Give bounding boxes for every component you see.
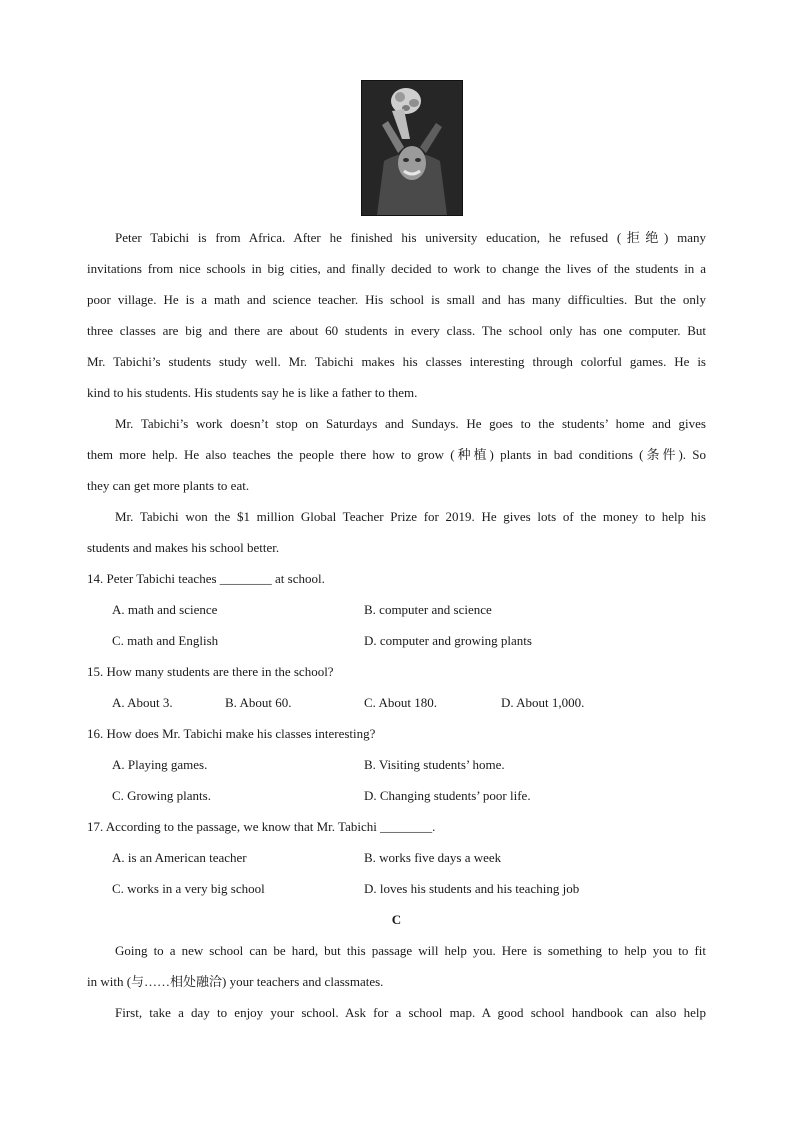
passage-line: they can get more plants to eat.: [87, 478, 250, 493]
passage-line: them more help. He also teaches the people there how to grow (种植) plants in bad conditions (条件). So: [87, 447, 706, 462]
option-d[interactable]: D. About 1,000.: [501, 695, 585, 710]
question-15: [87, 656, 706, 718]
passage-line: kind to his students. His students say he is like a father to them.: [87, 385, 418, 400]
option-c[interactable]: C. About 180.: [364, 695, 437, 710]
option-b[interactable]: B. About 60.: [225, 695, 292, 710]
passage-line: Mr. Tabichi’s work doesn’t stop on Saturdays and Sundays. He goes to the students’ home and gives: [115, 416, 706, 431]
option-row: [87, 780, 706, 811]
passage-line: Mr. Tabichi won the $1 million Global Teacher Prize for 2019. He gives lots of the money to help his: [115, 509, 706, 524]
section-heading: C: [391, 912, 402, 927]
question-stem: 16. How does Mr. Tabichi make his classes interesting?: [87, 726, 376, 741]
passage-line: in with (与……相处融洽) your teachers and classmates.: [87, 974, 384, 989]
question-14: [87, 563, 706, 656]
passage-paragraph-3: [87, 501, 706, 563]
main-content: [87, 222, 706, 1028]
passage-line: Peter Tabichi is from Africa. After he finished his university education, he refused (拒绝) many: [115, 230, 706, 245]
passage-line: three classes are big and there are about 60 students in every class. The school only has one computer. But: [87, 323, 706, 338]
teacher-photo: [361, 80, 463, 216]
teacher-photo-image: [362, 81, 462, 215]
question-stem: 17. According to the passage, we know that Mr. Tabichi ________.: [87, 819, 436, 834]
passage-line: Going to a new school can be hard, but this passage will help you. Here is something to help you to fit: [115, 943, 706, 958]
option-row: [87, 625, 706, 656]
option-d[interactable]: D. Changing students’ poor life.: [364, 788, 531, 803]
passage-line: students and makes his school better.: [87, 540, 280, 555]
option-a[interactable]: A. is an American teacher: [112, 850, 247, 865]
question-17: [87, 811, 706, 904]
passage-paragraph-1: [87, 222, 706, 408]
option-row: [87, 594, 706, 625]
option-row: [87, 842, 706, 873]
option-c[interactable]: C. Growing plants.: [112, 788, 211, 803]
passage-line: invitations from nice schools in big cities, and finally decided to work to change the lives of the students in a: [87, 261, 706, 276]
passage-line: Mr. Tabichi’s students study well. Mr. Tabichi makes his classes interesting through colorful games. He is: [87, 354, 706, 369]
passage-line: First, take a day to enjoy your school. Ask for a school map. A good school handbook can also help: [115, 1005, 706, 1020]
option-row: [87, 873, 706, 904]
option-d[interactable]: D. loves his students and his teaching job: [364, 881, 580, 896]
question-stem: 15. How many students are there in the school?: [87, 664, 334, 679]
option-b[interactable]: B. Visiting students’ home.: [364, 757, 505, 772]
option-b[interactable]: B. computer and science: [364, 602, 492, 617]
option-a[interactable]: A. Playing games.: [112, 757, 208, 772]
passage-paragraph-2: [87, 408, 706, 501]
option-a[interactable]: A. math and science: [112, 602, 218, 617]
question-stem: 14. Peter Tabichi teaches ________ at school.: [87, 571, 325, 586]
section-c-paragraph-1: [87, 935, 706, 997]
option-row: [87, 687, 706, 718]
option-row: [87, 749, 706, 780]
passage-line: poor village. He is a math and science teacher. His school is small and has many difficulties. But the only: [87, 292, 706, 307]
option-a[interactable]: A. About 3.: [112, 695, 173, 710]
option-c[interactable]: C. math and English: [112, 633, 219, 648]
option-b[interactable]: B. works five days a week: [364, 850, 502, 865]
option-c[interactable]: C. works in a very big school: [112, 881, 265, 896]
question-16: [87, 718, 706, 811]
option-d[interactable]: D. computer and growing plants: [364, 633, 532, 648]
section-c-paragraph-2: [87, 997, 706, 1028]
